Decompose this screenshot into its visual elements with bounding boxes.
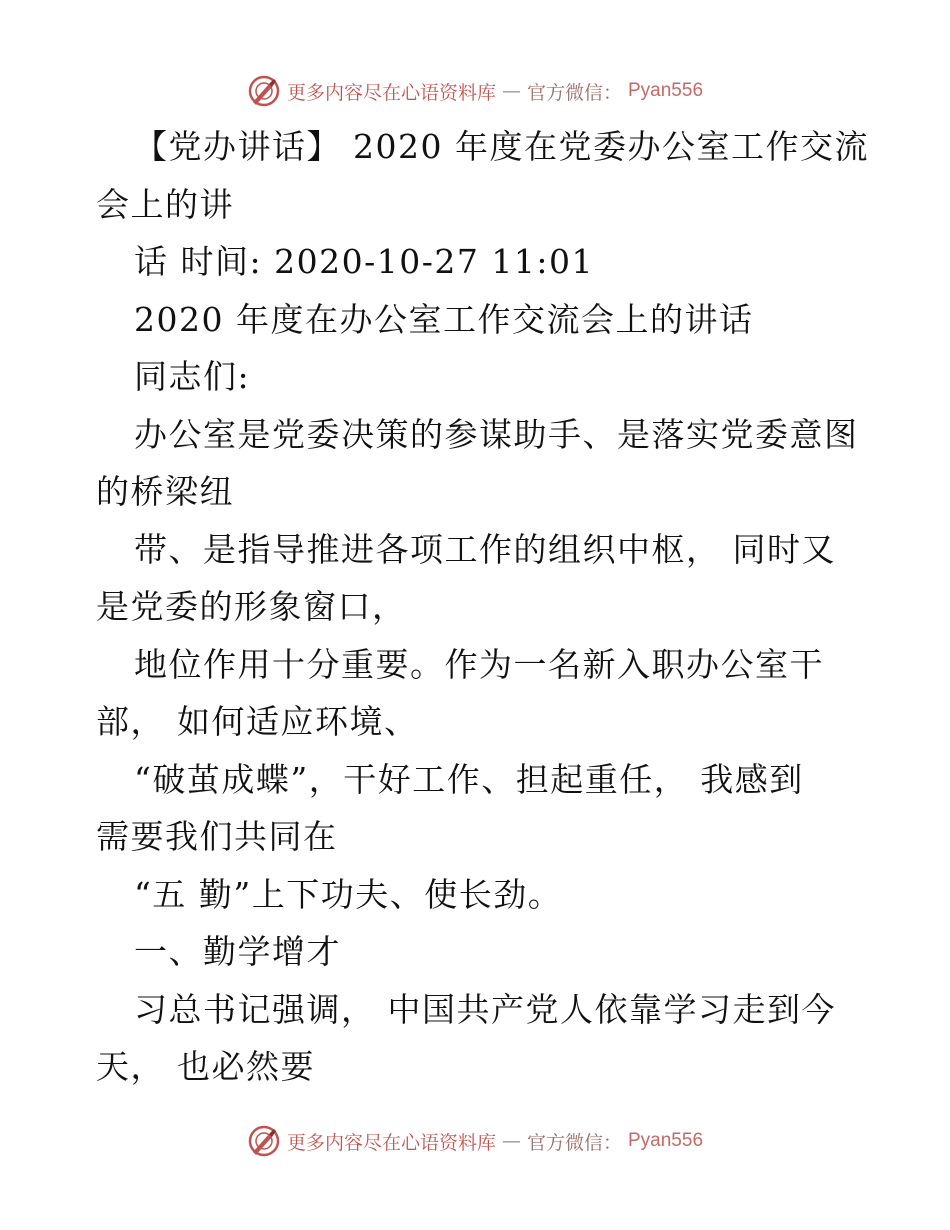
watermark-banner-bottom bbox=[0, 1124, 950, 1158]
banner-main-text: 更多内容尽在心语资料库 bbox=[286, 81, 496, 104]
paragraph-line: “五 勤”上下功夫、使长劲。 bbox=[134, 874, 563, 914]
banner-separator: — bbox=[501, 80, 521, 102]
pen-logo-icon bbox=[247, 1124, 281, 1158]
banner-separator: — bbox=[501, 1130, 521, 1152]
time-line: 话 时间: 2020-10-27 11:01 bbox=[134, 242, 594, 281]
banner-main-text: 更多内容尽在心语资料库 bbox=[286, 1131, 496, 1154]
pen-logo-icon bbox=[247, 74, 281, 108]
paragraph-line: 办公室是党委决策的参谋助手、是落实党委意图 bbox=[134, 414, 859, 454]
title-line-2: 会上的讲 bbox=[96, 184, 234, 224]
paragraph-line: 需要我们共同在 bbox=[96, 817, 338, 856]
banner-wechat-id: Pyan556 bbox=[628, 80, 704, 101]
banner-wechat-label: 官方微信： bbox=[526, 81, 622, 104]
salutation: 同志们: bbox=[134, 357, 251, 396]
paragraph-line: 带、是指导推进各项工作的组织中枢， 同时又 bbox=[134, 529, 836, 569]
banner-wechat-label: 官方微信： bbox=[526, 1131, 622, 1154]
paragraph-line: 天， 也必然要 bbox=[96, 1047, 315, 1086]
document-body bbox=[96, 118, 869, 1096]
paragraph-line: 部， 如何适应环境、 bbox=[96, 702, 419, 741]
section-heading: 一、勤学增才 bbox=[134, 932, 341, 971]
paragraph-line: 的桥梁纽 bbox=[96, 472, 234, 511]
paragraph-line: 习总书记强调， 中国共产党人依靠学习走到今 bbox=[134, 989, 836, 1029]
banner-wechat-id: Pyan556 bbox=[628, 1130, 704, 1151]
paragraph-line: “破茧成蝶”，干好工作、担起重任， 我感到 bbox=[134, 759, 804, 799]
speech-title: 2020 年度在办公室工作交流会上的讲话 bbox=[134, 299, 754, 339]
paragraph-line: 是党委的形象窗口， bbox=[96, 587, 407, 626]
watermark-banner-top bbox=[0, 74, 950, 108]
title-line-1: 【党办讲话】 2020 年度在党委办公室工作交流 bbox=[134, 127, 869, 166]
paragraph-line: 地位作用十分重要。作为一名新入职办公室干 bbox=[134, 644, 824, 684]
